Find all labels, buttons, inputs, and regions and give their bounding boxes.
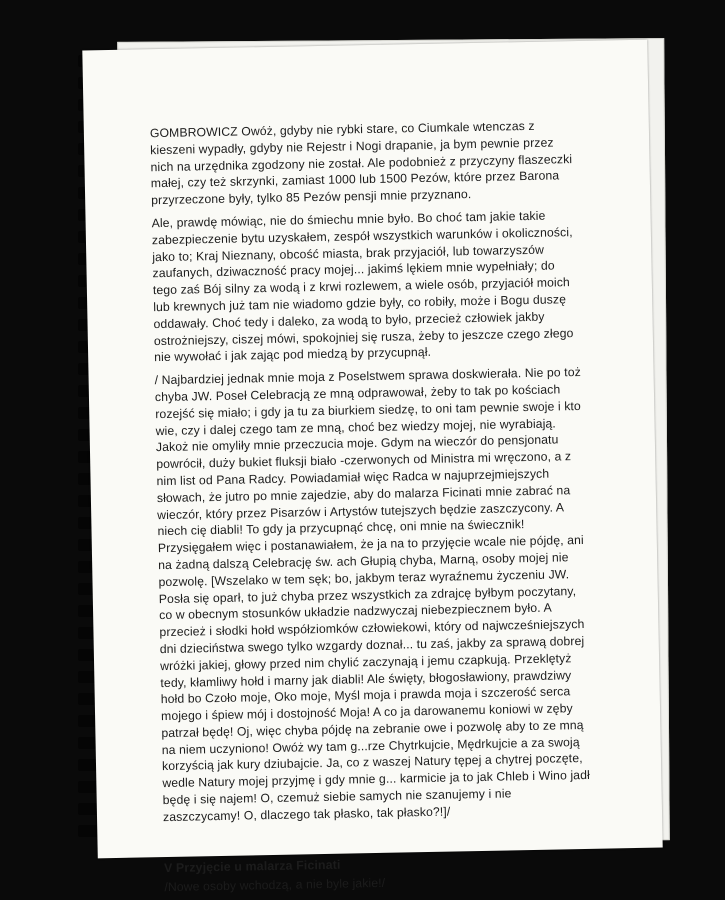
paragraph: Ale, prawdę mówiąc, nie do śmiechu mnie było. Bo choć tam jakie takie zabezpieczenie bytu uzyskałem, zespół wszystkich warunków i okoliczności, jako to; Kraj Nieznany, obcość miasta, brak przyjaciół, lub towarzyszów zaufanych, dziwaczność pracy mojej... jakimś lękiem mnie wypełniały; do tego zaś Bój silny za wodą i z krwi rozlewem, a wiele osób, przyjaciół moich lub krewnych już tam nie wiadomo gdzie były, co robiły, może i Bogu duszę oddawały. Choć tedy i daleko, za wodą to było, przecież człowiek jakby ostrożniejszy, ciszej mówi, spokojniej się rusza, żeby to jeszcze czego złego nie wywołać i jak zając pod miedzą by przycupnął. (151, 208, 574, 365)
stage-direction: /Nowe osoby wchodzą, a nie byle jakie!/ (164, 876, 386, 895)
manuscript-page (82, 40, 662, 895)
scene-heading: V Przyjęcie u malarza Ficinati (163, 857, 341, 875)
paragraph: / Najbardziej jednak mnie moja z Poselstwem sprawa doskwierała. Nie po toż chyba JW. Poseł Celebracją ze mną odprawował, żeby to tak po kościach rozejść się miało; i gdy ja tu za biurkiem siedzę, to oni tam pewnie swoje i kto wie, czy i dalej czego tam ze mną, choć bez wiedzy mojej, nie wyrabiają. Jakoż nie omyliły mnie przeczucia moje. Gdym na wieczór do pensjonatu powrócił, duży bukiet fluksji biało -czerwonych od Ministra mi wręczono, a z nim list od Pana Radcy. Powiadamiał więc Radca w najuprzejmiejszych słowach, że jutro po mnie zajedzie, aby do malarza Ficinati mnie zabrać na wieczór, który przez Pisarzów i Artystów tutejszych będzie zaszczycony. A niech cię diabli! To gdy ja przycupnąć chcę, oni mnie na świecznik! Przysięgałem więc i postanawiałem, że ja na to przyjęcie wcale nie pójdę, ani na żadną dalszą Celebrację św. ach Głupią chyba, Marną, osoby mojej nie pozwolę. [Wszelako w tem sęk; bo, jakbym teraz wyraźnemu życzeniu JW. Posła się oparł, to już chyba przez wszystkich za zdrajcę byłbym poczytany, co w obecnym stosunków układzie nadzwyczaj niebezpiecznem było. A przecież i słodki hołd współziomków człowiekowi, który od najwcześniejszych dni dzieciństwa swego tylko wzgardy doznał... tu zaś, jakby za sprawą dobrej wróżki jakiej, głowy przed nim chylić zaczynają i jemu czapkują. Przeklętyż tedy, kłamliwy hołd i marny jak diabli! Ale święty, błogosławiony, prawdziwy hołd bo Czoło moje, Oko moje, Myśl moja i prawda moja i szczerość serca mojego i śpiew mój i dostojność Moja! A co ja darowanemu koniowi w zęby patrzał będę! Oj, więc chyba pójdę na zebranie owe i pozwolę aby to ze mną na niem uczyniono! Owóż wy tam g...rze Chytrkujcie, Mędrkujcie a za swoją korzyścią jak kury dziubajcie. Ja, co z waszej Natury tępej a chytrej poczęte, wedle Natury mojej przyjmę i gdy mnie g... karmicie ja to jak Chleb i Wino jadł będę i się najem! O, czemuż siebie samych nie szanujemy i nie zaszczycamy! O, dlaczego tak płasko, tak płasko?!]/ (154, 365, 590, 824)
paragraph: GOMBROWICZ Owóż, gdyby nie rybki stare, co Ciumkale wtenczas z kieszeni wypadły, gdyby nie Rejestr i Nogi drapanie, ja bym pewnie przez nich na urzędnika zgodzony nie został. Ale podobnież z przyczyny flaszeczki małej, czy też skrzynki, zamiast 1000 lub 1500 Pezów, które przez Barona przyrzeczone były, tylko 85 Pezów pensji mnie przyznano. (149, 118, 573, 208)
page-text (150, 117, 593, 896)
